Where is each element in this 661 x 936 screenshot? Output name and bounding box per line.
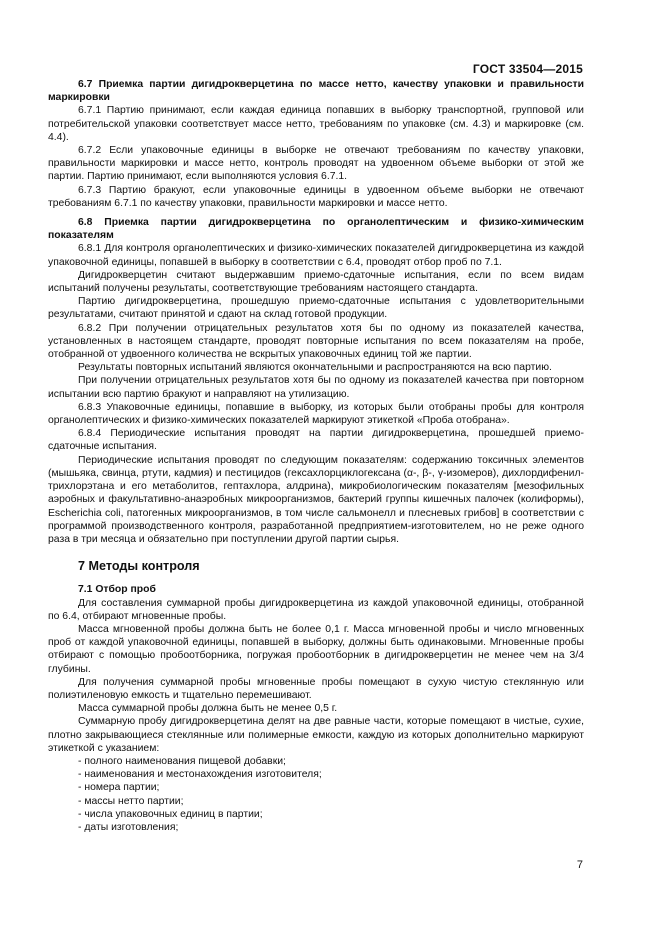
section-6-8-title: 6.8 Приемка партии дигидрокверцетина по органолептическим и физико-химическим показателям [48, 217, 584, 242]
paragraph: 6.8.3 Упаковочные единицы, попавшие в выборку, из которых были отобраны пробы для контроля органолептических и физико-химических показателей маркируют этикеткой «Проба отобрана». [48, 401, 584, 427]
paragraph: Партию дигидрокверцетина, прошедшую приемо-сдаточные испытания с удовлетворительными результатами, считают принятой и сдают на склад готовой продукции. [48, 296, 584, 321]
paragraph: Для получения суммарной пробы мгновенные пробы помещают в сухую чистую стеклянную или полиэтиленовую емкость и тщательно перемешивают. [48, 676, 584, 701]
list-item: - номера партии; [78, 782, 160, 794]
section-7-title: 7 Методы контроля [78, 559, 200, 574]
list-item: - массы нетто партии; [78, 795, 184, 807]
paragraph: 6.8.1 Для контроля органолептических и физико-химических показателей дигидрокверцетина из каждой упаковочной единицы, попавшей в выборку в соответствии с 6.4, проводят отбор проб по 7.1. [48, 243, 584, 268]
section-7-1-title: 7.1 Отбор проб [78, 584, 156, 596]
list-item: - наименования и местонахождения изготовителя; [78, 769, 322, 781]
paragraph: Дигидрокверцетин считают выдержавшим приемо-сдаточные испытания, если по всем видам испытаний получены результаты, соответствующие требованиям настоящего стандарта. [48, 269, 584, 295]
document-header: ГОСТ 33504—2015 [472, 62, 583, 76]
document-body [48, 78, 584, 834]
paragraph: 6.7.1 Партию принимают, если каждая единица попавших в выборку транспортной, групповой или потребительской упаковки соответствует массе нетто, требованиям по упаковке (см. 4.3) и маркировке (см. 4.4). [48, 105, 584, 143]
section-6-7-title: 6.7 Приемка партии дигидрокверцетина по массе нетто, качеству упаковки и правильности маркировки [48, 79, 584, 104]
list-item: - даты изготовления; [78, 821, 179, 833]
list-item: - числа упаковочных единиц в партии; [78, 808, 263, 820]
paragraph: Суммарную пробу дигидрокверцетина делят на две равные части, которые помещают в чистые, сухие, плотно закрывающиеся стеклянные или полимерные емкости, каждую из которых дополнительно маркируют этикеткой с указанием: [48, 716, 584, 754]
paragraph: При получении отрицательных результатов хотя бы по одному из показателей качества при повторном испытании всю партию бракуют и направляют на утилизацию. [48, 375, 584, 400]
page-number: 7 [576, 859, 583, 871]
paragraph: Для составления суммарной пробы дигидрокверцетина из каждой упаковочной единицы, отобранной по 6.4, отбирают мгновенные пробы. [48, 597, 584, 622]
paragraph: 6.8.2 При получении отрицательных результатов хотя бы по одному из показателей качества, установленных в настоящем стандарте, проводят повторные испытания по всем показателям на пробе, отобранной от удвоенного количества не вскрытых упаковочных единиц той же партии. [48, 322, 584, 361]
paragraph: 6.7.3 Партию бракуют, если упаковочные единицы в удвоенном объеме выборки не отвечают требованиям 6.7.1 по качеству упаковки, правильности маркировки и массе нетто. [48, 184, 584, 209]
paragraph: Масса мгновенной пробы должна быть не более 0,1 г. Масса мгновенной пробы и число мгновенных проб от каждой упаковочной единицы, попавшей в выборку, должны быть одинаковыми. Мгновенные пробы отбирают с помощью пробоотборника, погружая пробоотборник в дигидрокверцетин не менее чем на 3/4 глубины. [48, 623, 584, 675]
paragraph: 6.7.2 Если упаковочные единицы в выборке не отвечают требованиям по качеству упаковки, правильности маркировки и массе нетто, контроль проводят на удвоенном объеме выборки от этой же партии. Партию принимают, если выполняются условия 6.7.1. [48, 145, 584, 183]
paragraph: Периодические испытания проводят по следующим показателям: содержанию токсичных элементов (мышьяка, свинца, ртути, кадмия) и пестицидов (гексахлорциклогексана (α-, β-, γ-изомеров), дихлордифенил-трихлорэтана и его метаболитов, гептахлора, алдрина), микробиологическим показателям [мезофильных аэробных и факультативно-анаэробных микроорганизмов, бактерий группы кишечных палочек (колиформы), Escherichia coli, патогенных микроорганизмов, в том числе сальмонелл и плесневых грибов] в соответствии с программой производственного контроля, разработанной предприятием-изготовителем, но не реже одного раза в три месяца и обязательно при поступлении другой партии сырья. [48, 454, 584, 545]
list-item: - полного наименования пищевой добавки; [78, 755, 286, 767]
paragraph: Результаты повторных испытаний являются окончательными и распространяются на всю партию. [78, 362, 552, 374]
paragraph: 6.8.4 Периодические испытания проводят на партии дигидрокверцетина, прошедшей приемо-сдаточные испытания. [48, 428, 584, 453]
paragraph: Масса суммарной пробы должна быть не менее 0,5 г. [78, 703, 338, 715]
